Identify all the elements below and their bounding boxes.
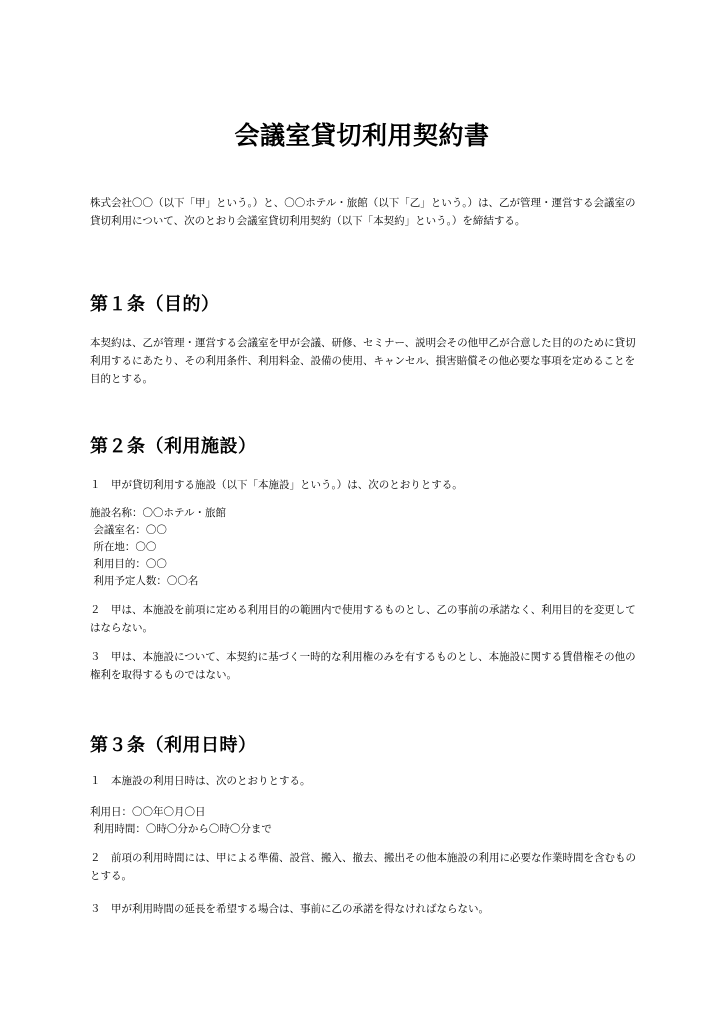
article-2-detail-purpose: 利用目的：〇〇	[90, 558, 167, 570]
article-2-detail-headcount: 利用予定人数：〇〇名	[90, 575, 199, 587]
article-2-clause-1: １ 甲が貸切利用する施設（以下「本施設」という。）は、次のとおりとする。	[90, 479, 463, 491]
article-3-detail-date: 利用日：〇〇年〇月〇日	[90, 806, 206, 818]
preamble-paragraph: 株式会社〇〇（以下「甲」という。）と、〇〇ホテル・旅館（以下「乙」という。）は、乙が管理・運営する会議室の貸切利用について、次のとおり会議室貸切利用契約（以下「本契約」という。）を締結する。	[90, 197, 636, 227]
article-2-detail-address: 所在地：〇〇	[90, 541, 157, 553]
article-2-detail-room-name: 会議室名：〇〇	[90, 524, 167, 536]
article-1-heading: 第１条（目的）	[90, 294, 220, 315]
document-title: 会議室貸切利用契約書	[234, 121, 490, 150]
article-3-detail-time: 利用時間：〇時〇分から〇時〇分まで	[90, 823, 272, 835]
article-1-body: 本契約は、乙が管理・運営する会議室を甲が会議、研修、セミナー、説明会その他甲乙が合意した目的のために貸切利用するにあたり、その利用条件、利用料金、設備の使用、キャンセル、損害賠償その他必要な事項を定めることを目的とする。	[90, 337, 636, 385]
article-2-detail-facility-name: 施設名称：〇〇ホテル・旅館	[90, 507, 226, 519]
article-2-clause-2: ２ 甲は、本施設を前項に定める利用目的の範囲内で使用するものとし、乙の事前の承諾なく、利用目的を変更してはならない。	[90, 604, 636, 634]
article-2-heading: 第２条（利用施設）	[90, 436, 257, 457]
article-3-clause-1: １ 本施設の利用日時は、次のとおりとする。	[90, 775, 311, 787]
article-3-heading: 第３条（利用日時）	[90, 735, 257, 756]
article-3-clause-3: ３ 甲が利用時間の延長を希望する場合は、事前に乙の承諾を得なければならない。	[90, 903, 489, 915]
article-3-clause-2: ２ 前項の利用時間には、甲による準備、設営、搬入、撤去、搬出その他本施設の利用に必要な作業時間を含むものとする。	[90, 852, 636, 882]
article-2-clause-3: ３ 甲は、本施設について、本契約に基づく一時的な利用権のみを有するものとし、本施設に関する賃借権その他の権利を取得するものではない。	[90, 651, 636, 681]
